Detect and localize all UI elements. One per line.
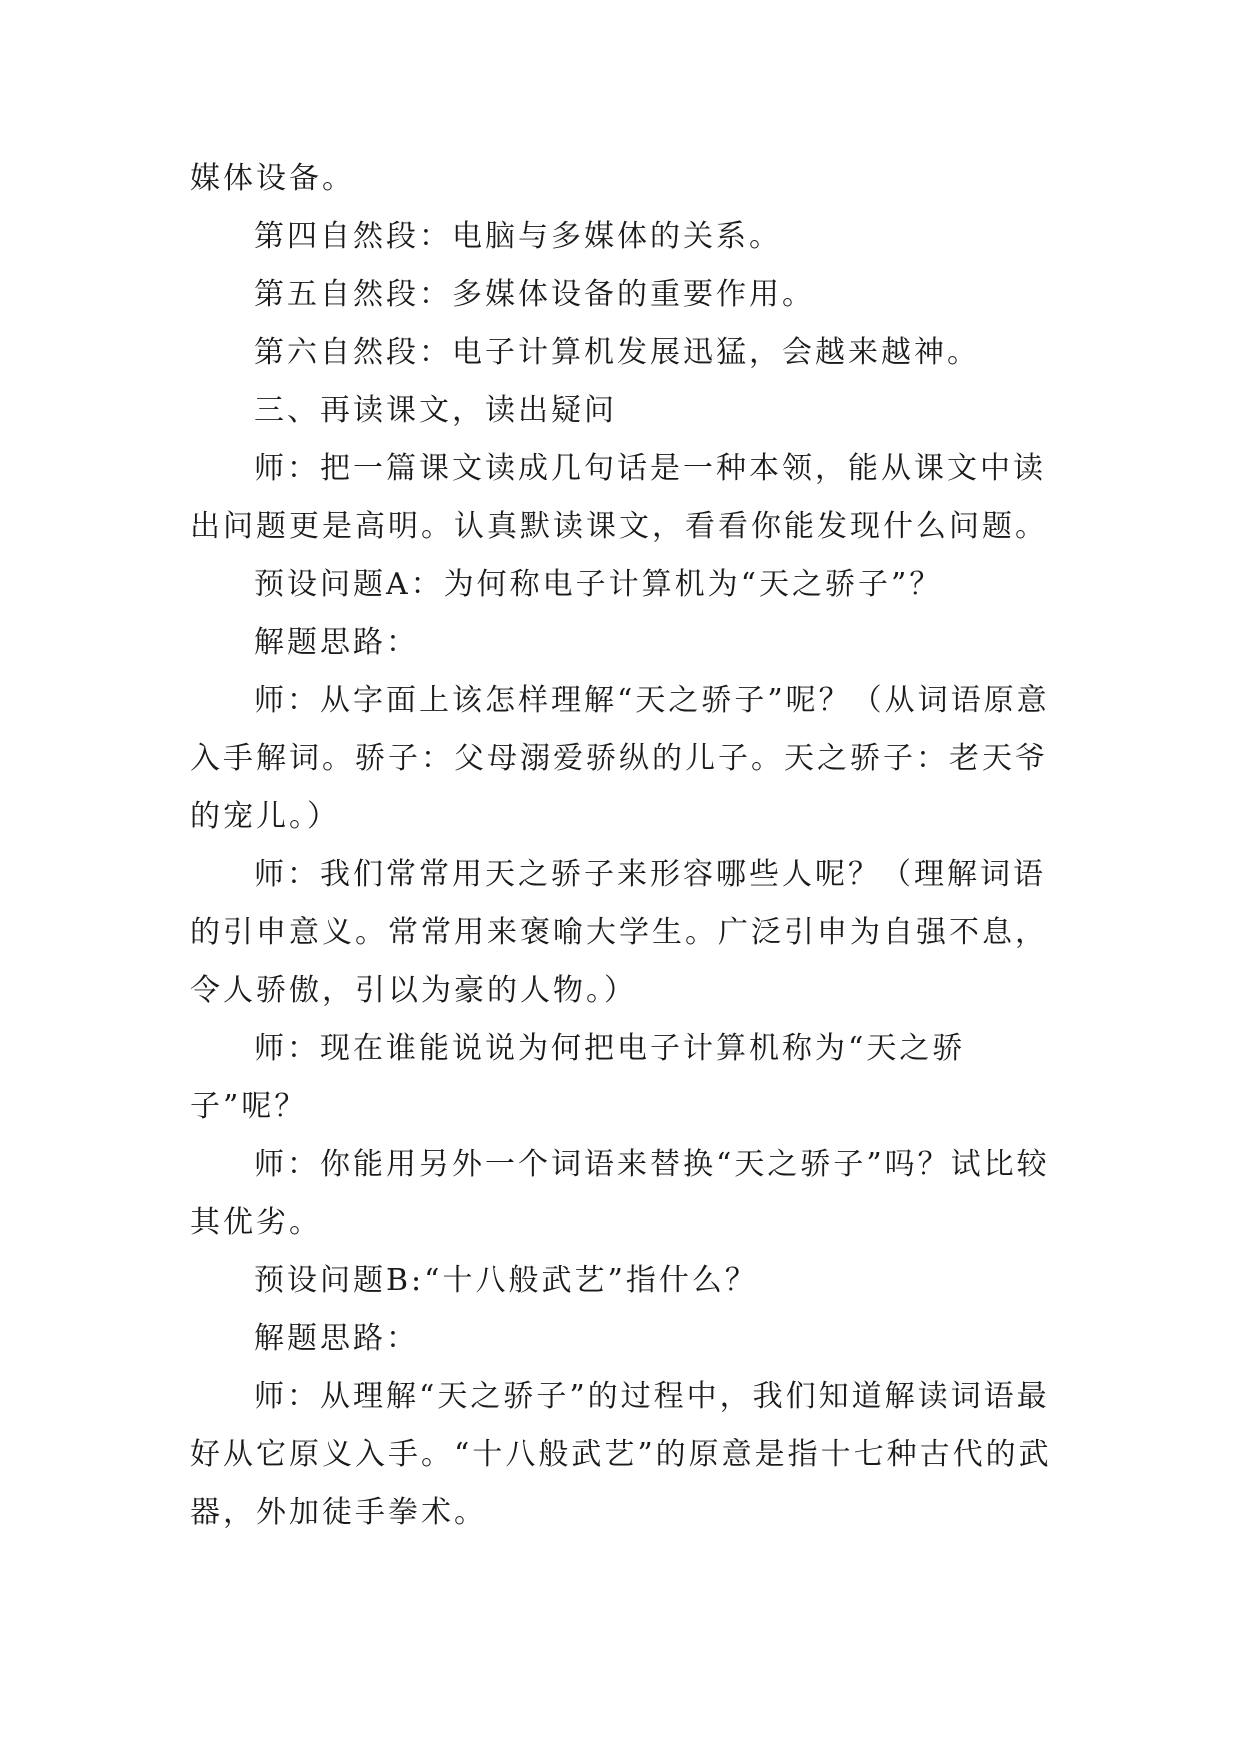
paragraph: 第六自然段：电子计算机发展迅猛，会越来越神。 [254, 335, 980, 370]
paragraph: 媒体设备。 [190, 161, 355, 196]
paragraph: 师：我们常常用天之骄子来形容哪些人呢？（理解词语的引申意义。常常用来褒喻大学生。广泛引申为自强不息，令人骄傲，引以为豪的人物。） [190, 857, 1048, 1008]
document-body [190, 150, 1060, 1542]
paragraph: 预设问题A：为何称电子计算机为“天之骄子”？ [254, 567, 943, 602]
paragraph: 师：从字面上该怎样理解“天之骄子”呢？（从词语原意入手解词。骄子：父母溺爱骄纵的儿子。天之骄子：老天爷的宠儿。） [190, 683, 1050, 834]
paragraph: 师：从理解“天之骄子”的过程中，我们知道解读词语最好从它原义入手。“十八般武艺”的原意是指十七种古代的武器，外加徒手拳术。 [190, 1379, 1052, 1530]
paragraph: 解题思路： [254, 1321, 419, 1356]
paragraph: 师：现在谁能说说为何把电子计算机称为“天之骄子”呢？ [190, 1031, 966, 1124]
paragraph: 师：你能用另外一个词语来替换“天之骄子”吗？试比较其优劣。 [190, 1147, 1050, 1240]
paragraph: 第四自然段：电脑与多媒体的关系。 [254, 219, 782, 254]
paragraph: 师：把一篇课文读成几句话是一种本领，能从课文中读出问题更是高明。认真默读课文，看看你能发现什么问题。 [190, 451, 1048, 544]
paragraph: 预设问题B:“十八般武艺”指什么？ [254, 1263, 758, 1298]
section-heading: 三、再读课文，读出疑问 [254, 393, 617, 428]
paragraph: 解题思路： [254, 625, 419, 660]
paragraph: 第五自然段：多媒体设备的重要作用。 [254, 277, 815, 312]
